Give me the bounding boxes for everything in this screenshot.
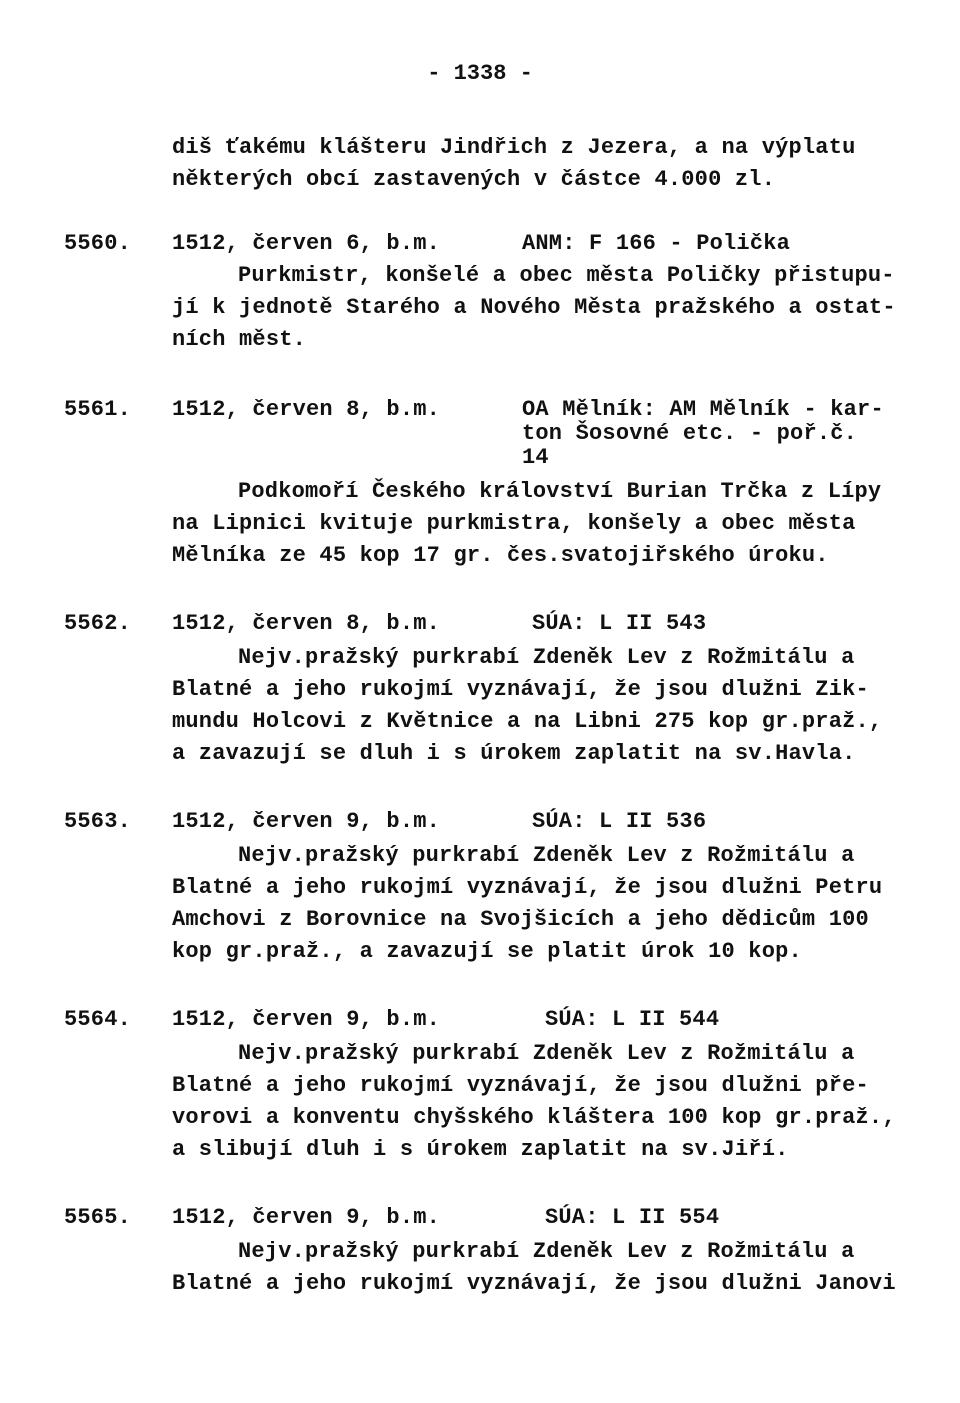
entry-date: 1512, červen 9, b.m. xyxy=(172,809,441,834)
entry-number: 5564. xyxy=(64,1007,132,1032)
entry-date: 1512, červen 9, b.m. xyxy=(172,1007,441,1032)
entry-text-line: Amchovi z Borovnice na Svojšicích a jeho dědicům 100 xyxy=(172,907,869,932)
entry-text-line: Blatné a jeho rukojmí vyznávají, že jsou dlužni pře- xyxy=(172,1073,869,1098)
entry-number: 5563. xyxy=(64,809,132,834)
entry-text-line: Blatné a jeho rukojmí vyznávají, že jsou dlužni Petru xyxy=(172,875,883,900)
entry-archive-ref: SÚA: L II 543 xyxy=(532,611,707,636)
entry-date: 1512, červen 8, b.m. xyxy=(172,397,441,422)
entry-text-line: Nejv.pražský purkrabí Zdeněk Lev z Rožmitálu a xyxy=(238,645,855,670)
entry-date: 1512, červen 8, b.m. xyxy=(172,611,441,636)
page-number: - 1338 - xyxy=(427,61,533,86)
entry-number: 5565. xyxy=(64,1205,132,1230)
entry-text-line: Podkomoří Českého království Burian Trčka z Lípy xyxy=(238,479,882,504)
entry-text-line: Nejv.pražský purkrabí Zdeněk Lev z Rožmitálu a xyxy=(238,843,855,868)
entry-date: 1512, červen 6, b.m. xyxy=(172,231,441,256)
intro-line: diš ťakému klášteru Jindřich z Jezera, a na výplatu xyxy=(172,135,856,160)
entry-text-line: Purkmistr, konšelé a obec města Poličky přistupu- xyxy=(238,263,895,288)
entry-archive-ref: OA Mělník: AM Mělník - kar- xyxy=(522,397,884,422)
entry-archive-ref: 14 xyxy=(522,445,549,470)
entry-text-line: Blatné a jeho rukojmí vyznávají, že jsou dlužni Zik- xyxy=(172,677,869,702)
entry-text-line: Nejv.pražský purkrabí Zdeněk Lev z Rožmitálu a xyxy=(238,1239,855,1264)
entry-text-line: a slibují dluh i s úrokem zaplatit na sv.Jiří. xyxy=(172,1137,789,1162)
intro-line: některých obcí zastavených v částce 4.000 zl. xyxy=(172,167,776,192)
entry-text-line: jí k jednotě Starého a Nového Města pražského a ostat- xyxy=(172,295,896,320)
entry-archive-ref: SÚA: L II 536 xyxy=(532,809,707,834)
entry-text-line: a zavazují se dluh i s úrokem zaplatit na sv.Havla. xyxy=(172,741,856,766)
entry-text-line: Nejv.pražský purkrabí Zdeněk Lev z Rožmitálu a xyxy=(238,1041,855,1066)
entry-text-line: Blatné a jeho rukojmí vyznávají, že jsou dlužni Janovi xyxy=(172,1271,896,1296)
entry-archive-ref: ton Šosovné etc. - poř.č. xyxy=(522,421,858,446)
entry-text-line: kop gr.praž., a zavazují se platit úrok 10 kop. xyxy=(172,939,802,964)
entry-archive-ref: SÚA: L II 554 xyxy=(545,1205,720,1230)
entry-archive-ref: SÚA: L II 544 xyxy=(545,1007,720,1032)
entry-number: 5562. xyxy=(64,611,132,636)
entry-text-line: vorovi a konventu chyšského kláštera 100 kop gr.praž., xyxy=(172,1105,896,1130)
entry-number: 5561. xyxy=(64,397,132,422)
entry-text-line: Mělníka ze 45 kop 17 gr. čes.svatojiřského úroku. xyxy=(172,543,829,568)
entry-text-line: na Lipnici kvituje purkmistra, konšely a obec města xyxy=(172,511,856,536)
entry-text-line: ních měst. xyxy=(172,327,307,352)
entry-date: 1512, červen 9, b.m. xyxy=(172,1205,441,1230)
entry-text-line: mundu Holcovi z Květnice a na Libni 275 kop gr.praž., xyxy=(172,709,883,734)
entry-number: 5560. xyxy=(64,231,132,256)
entry-archive-ref: ANM: F 166 - Polička xyxy=(522,231,791,256)
